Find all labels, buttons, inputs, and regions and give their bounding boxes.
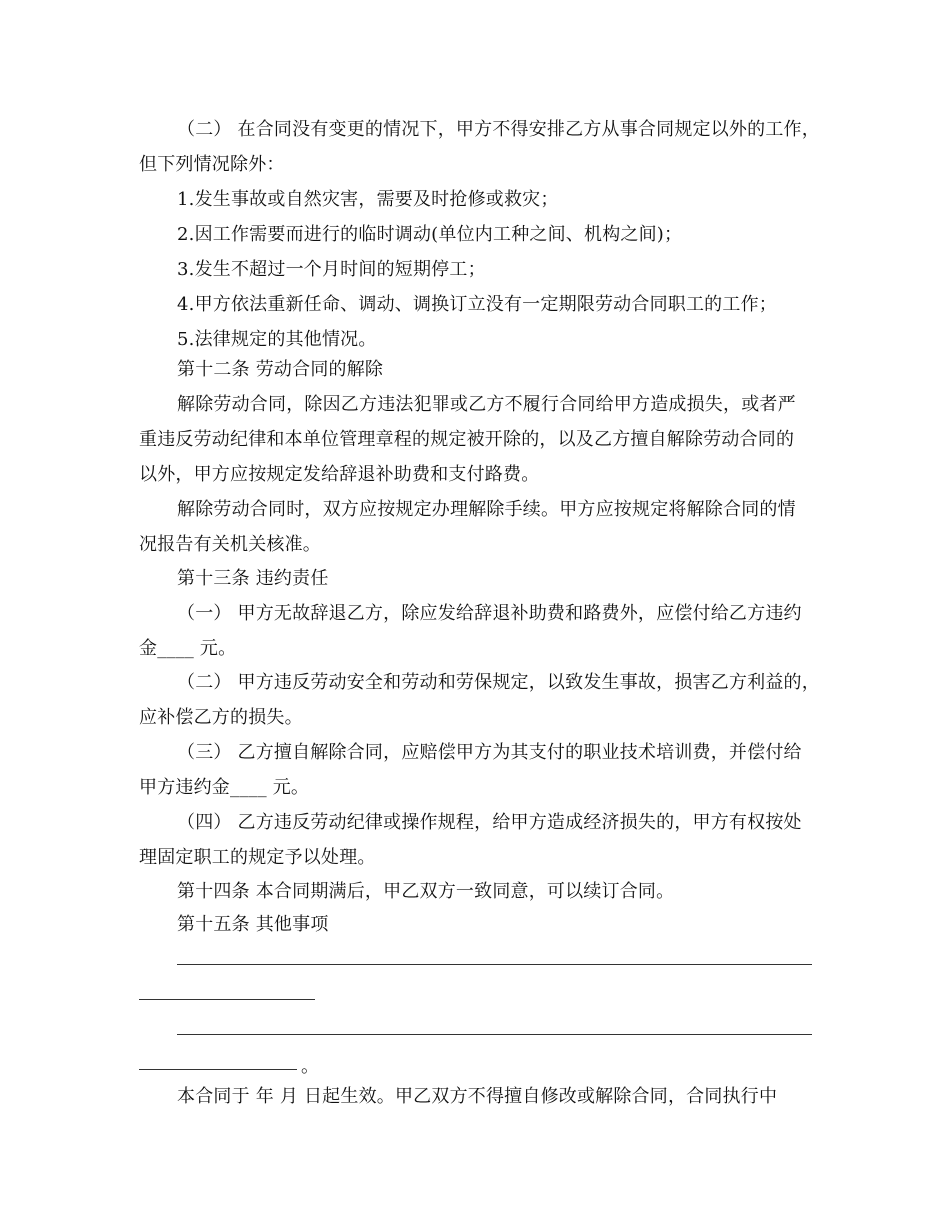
blank-end-punctuation: 。 [301, 1056, 319, 1077]
text-line: 重违反劳动纪律和本单位管理章程的规定被开除的，以及乙方擅自解除劳动合同的 [139, 429, 795, 450]
text-line: 解除劳动合同，除因乙方违法犯罪或乙方不履行合同给甲方造成损失，或者严 [177, 394, 796, 415]
text-line: 本合同于 年 月 日起生效。甲乙双方不得擅自修改或解除合同，合同执行中 [177, 1086, 778, 1107]
text-line: 5.法律规定的其他情况。 [177, 329, 377, 350]
text-line: 况报告有关机关核准。 [139, 534, 321, 555]
text-line: 甲方违约金____ 元。 [139, 777, 310, 798]
text-line: 但下列情况除外： [139, 154, 285, 175]
text-line: 1.发生事故或自然灾害，需要及时抢修或救灾； [177, 189, 559, 210]
text-line: （四） 乙方违反劳动纪律或操作规程，给甲方造成经济损失的，甲方有权按处 [177, 812, 802, 833]
text-line: （三） 乙方擅自解除合同，应赔偿甲方为其支付的职业技术培训费，并偿付给 [177, 742, 802, 763]
text-line: （一） 甲方无故辞退乙方，除应发给辞退补助费和路费外，应偿付给乙方违约 [177, 603, 802, 624]
blank-line [139, 1069, 297, 1070]
text-line: （二） 在合同没有变更的情况下，甲方不得安排乙方从事合同规定以外的工作， [177, 119, 820, 140]
text-line: 金____ 元。 [139, 638, 237, 659]
text-line: 应补偿乙方的损失。 [139, 707, 303, 728]
text-line: 解除劳动合同时，双方应按规定办理解除手续。甲方应按规定将解除合同的情 [177, 499, 796, 520]
section-heading: 第十二条 劳动合同的解除 [177, 359, 384, 380]
text-line: 第十四条 本合同期满后，甲乙双方一致同意，可以续订合同。 [177, 881, 675, 902]
text-line: 4.甲方依法重新任命、调动、调换订立没有一定期限劳动合同职工的工作； [177, 294, 777, 315]
blank-line [139, 999, 315, 1000]
text-line: 2.因工作需要而进行的临时调动(单位内工种之间、机构之间)； [177, 224, 683, 245]
blank-line [177, 1034, 812, 1035]
section-heading: 第十三条 违约责任 [177, 568, 329, 589]
text-line: 3.发生不超过一个月时间的短期停工； [177, 259, 486, 280]
text-line: （二） 甲方违反劳动安全和劳动和劳保规定，以致发生事故，损害乙方利益的， [177, 672, 820, 693]
section-heading: 第十五条 其他事项 [177, 914, 329, 935]
text-line: 理固定职工的规定予以处理。 [139, 847, 376, 868]
blank-line [177, 964, 812, 965]
text-line: 以外，甲方应按规定发给辞退补助费和支付路费。 [139, 464, 540, 485]
